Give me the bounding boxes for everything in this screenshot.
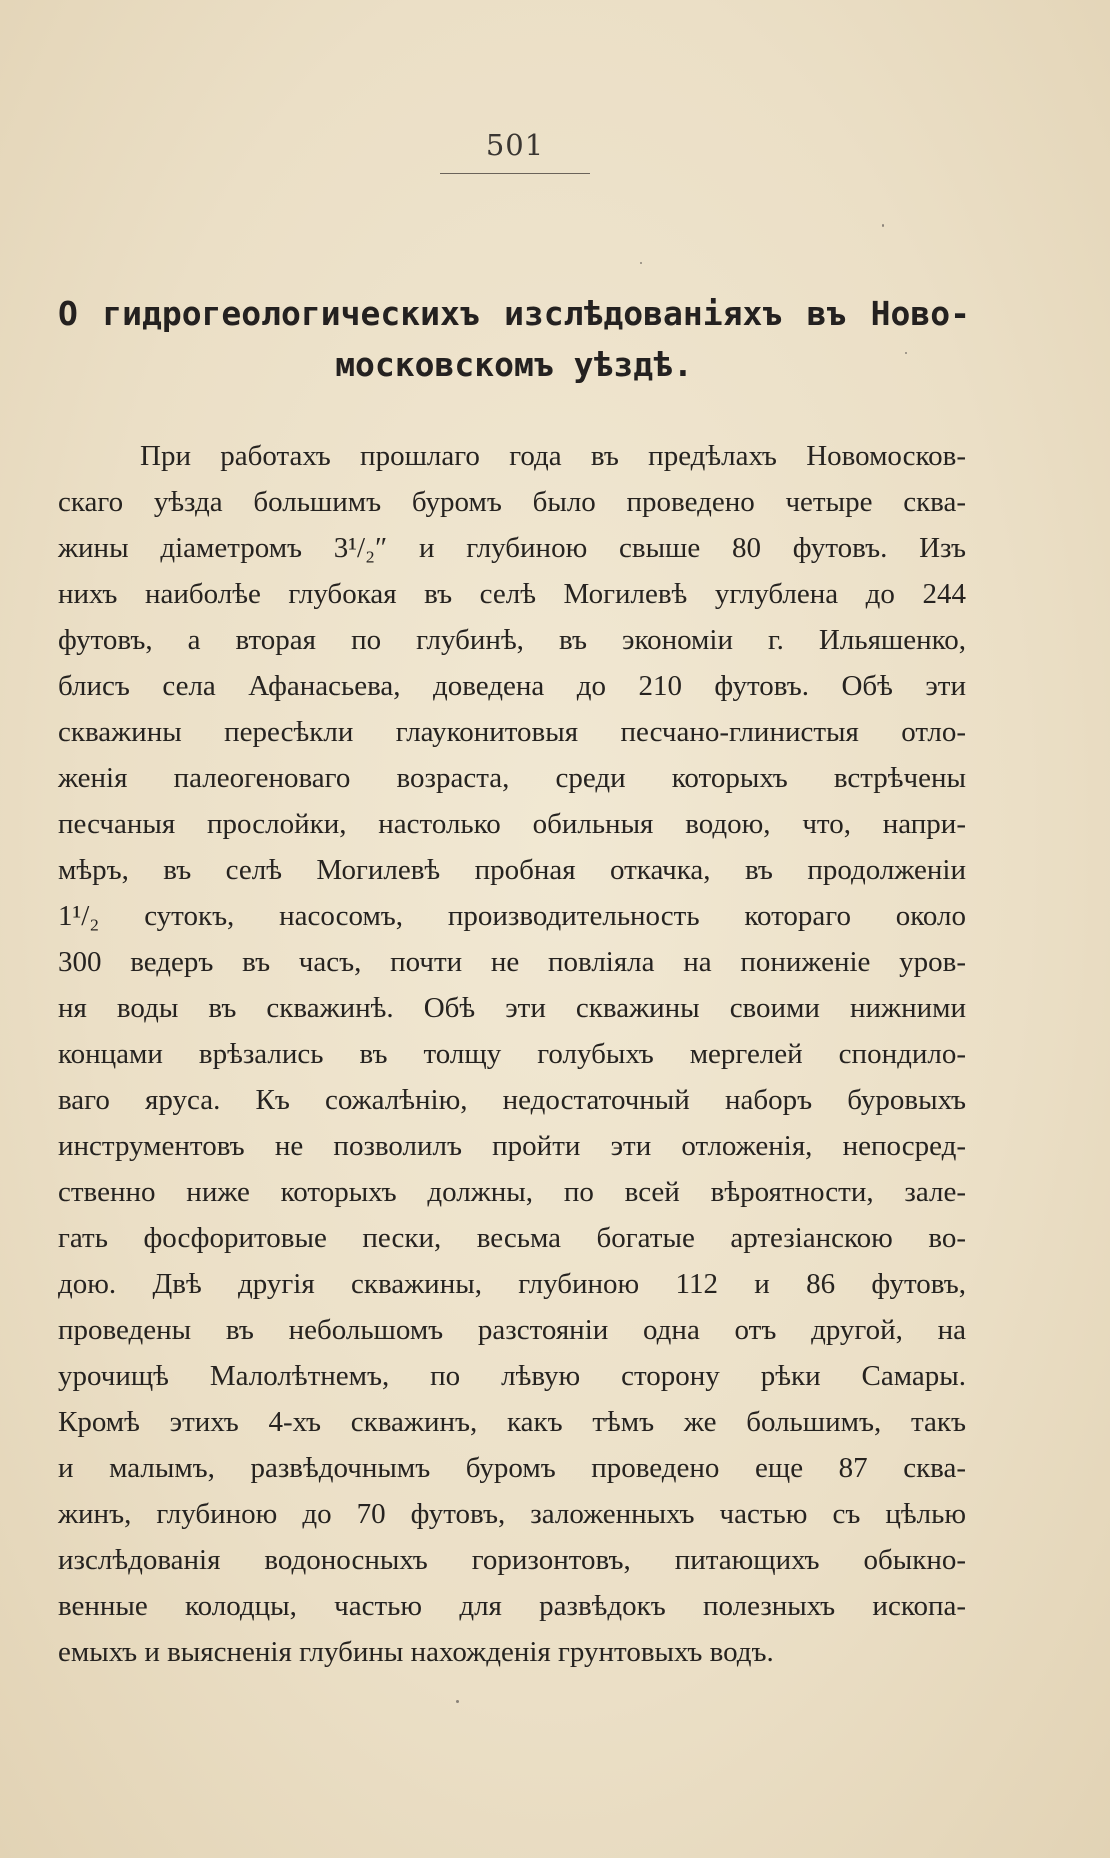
body-paragraph [58, 433, 966, 1675]
text-line: емыхъ и выясненія глубины нахожденія грунтовыхъ водъ. [58, 1636, 774, 1668]
page-number: 501 [485, 128, 545, 162]
text-line: нихъ наиболѣе глубокая въ селѣ Могилевѣ углублена до 244 [58, 578, 966, 610]
text-line: женія палеогеноваго возраста, среди которыхъ встрѣчены [58, 762, 966, 794]
paper-speck [640, 262, 642, 264]
paper-speck [882, 224, 884, 227]
title-line: московскомъ уѣздѣ. [335, 345, 693, 384]
text-line: дою. Двѣ другія скважины, глубиною 112 и 86 футовъ, [58, 1268, 966, 1300]
page-number-rule [440, 173, 590, 174]
text-line: жинъ, глубиною до 70 футовъ, заложенныхъ частью съ цѣлью [58, 1498, 966, 1530]
text-line: мѣръ, въ селѣ Могилевѣ пробная откачка, въ продолженіи [58, 854, 966, 886]
text-line: проведены въ небольшомъ разстояніи одна отъ другой, на [58, 1314, 966, 1346]
paper-speck [456, 1700, 459, 1703]
text-line: 300 ведеръ въ часъ, почти не повліяла на пониженіе уров- [58, 946, 966, 978]
text-line: Кромѣ этихъ 4-хъ скважинъ, какъ тѣмъ же большимъ, такъ [58, 1406, 966, 1438]
title-line: О гидрогеологическихъ изслѣдованіяхъ въ Ново- [58, 294, 970, 333]
text-line: и малымъ, развѣдочнымъ буромъ проведено еще 87 сква- [58, 1452, 966, 1484]
text-line: концами врѣзались въ толщу голубыхъ мергелей спондило- [58, 1038, 966, 1070]
article-title [58, 288, 970, 390]
text-line: При работахъ прошлаго года въ предѣлахъ Новомосков- [140, 440, 966, 472]
text-line: урочищѣ Малолѣтнемъ, по лѣвую сторону рѣки Самары. [58, 1360, 966, 1392]
text-line: песчаныя прослойки, настолько обильныя водою, что, напри- [58, 808, 966, 840]
text-line: 1¹/₂ сутокъ, насосомъ, производительность котораго около [58, 900, 966, 932]
paper-speck [905, 352, 907, 354]
text-line: гать фосфоритовые пески, весьма богатые артезіанскою во- [58, 1222, 966, 1254]
text-line: изслѣдованія водоносныхъ горизонтовъ, питающихъ обыкно- [58, 1544, 966, 1576]
text-line: жины діаметромъ 3¹/₂″ и глубиною свыше 80 футовъ. Изъ [58, 532, 966, 564]
text-line: ваго яруса. Къ сожалѣнію, недостаточный наборъ буровыхъ [58, 1084, 966, 1116]
text-line: блисъ села Афанасьева, доведена до 210 футовъ. Обѣ эти [58, 670, 966, 702]
text-line: скважины пересѣкли глауконитовыя песчано-глинистыя отло- [58, 716, 966, 748]
text-line: венные колодцы, частью для развѣдокъ полезныхъ ископа- [58, 1590, 966, 1622]
text-line: инструментовъ не позволилъ пройти эти отложенія, непосред- [58, 1130, 966, 1162]
text-line: ня воды въ скважинѣ. Обѣ эти скважины своими нижними [58, 992, 966, 1024]
text-line: футовъ, а вторая по глубинѣ, въ экономіи г. Ильяшенко, [58, 624, 966, 656]
text-line: ственно ниже которыхъ должны, по всей вѣроятности, зале- [58, 1176, 966, 1208]
text-line: скаго уѣзда большимъ буромъ было проведено четыре сква- [58, 486, 966, 518]
